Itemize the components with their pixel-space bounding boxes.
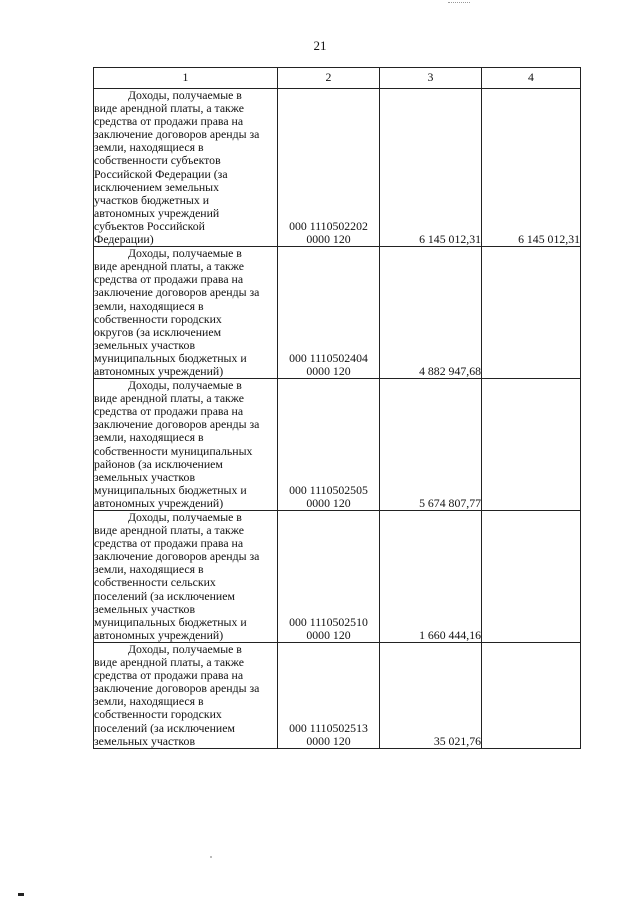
code-cell <box>278 379 380 511</box>
code-line: 000 1110502404 <box>289 350 368 365</box>
code-line: 0000 120 <box>306 495 351 510</box>
code-cell <box>278 247 380 379</box>
description-line: поселений (за исключением <box>94 588 235 603</box>
code-line: 0000 120 <box>306 363 351 378</box>
description-line: собственности муниципальных <box>94 443 253 458</box>
header-cell-3: 3 <box>380 68 482 89</box>
code-cell <box>278 89 380 247</box>
amount-cell-col4 <box>482 511 581 643</box>
table-row <box>94 511 581 643</box>
description-line: средства от продажи права на <box>94 404 244 419</box>
table-row <box>94 642 581 748</box>
description-line: земли, находящиеся в <box>94 430 204 445</box>
amount-cell-col3: 35 021,76 <box>380 642 482 748</box>
description-line: субъектов Российской <box>94 218 205 233</box>
description-line: собственности городских <box>94 707 222 722</box>
description-line: Доходы, получаемые в <box>128 510 242 524</box>
description-cell <box>94 247 278 379</box>
description-line: автономных учреждений <box>94 205 220 220</box>
revenue-table <box>93 67 581 749</box>
description-line: собственности городских <box>94 311 222 326</box>
description-line: средства от продажи права на <box>94 272 244 287</box>
description-line: заключение договоров аренды за <box>94 127 260 142</box>
description-cell <box>94 89 278 247</box>
description-line: собственности сельских <box>94 575 216 590</box>
code-line: 000 1110502510 <box>289 614 368 629</box>
description-line: заключение договоров аренды за <box>94 417 260 432</box>
description-line: земли, находящиеся в <box>94 562 204 577</box>
description-line: виде арендной платы, а также <box>94 391 245 406</box>
description-line: Доходы, получаемые в <box>128 246 242 261</box>
description-line: поселений (за исключением <box>94 720 235 735</box>
code-line: 0000 120 <box>306 232 351 247</box>
code-line: 0000 120 <box>306 627 351 642</box>
description-line: Доходы, получаемые в <box>128 88 242 102</box>
description-line: муниципальных бюджетных и <box>94 350 247 365</box>
code-line: 000 1110502513 <box>289 720 368 735</box>
code-cell <box>278 642 380 748</box>
description-line: автономных учреждений) <box>94 627 224 642</box>
description-line: земли, находящиеся в <box>94 140 204 155</box>
description-line: земли, находящиеся в <box>94 298 204 313</box>
code-cell <box>278 511 380 643</box>
description-line: Российской Федерации (за <box>94 166 228 181</box>
code-line: 0000 120 <box>306 733 351 748</box>
amount-cell-col4 <box>482 247 581 379</box>
page-number: 21 <box>313 38 327 53</box>
code-line: 000 1110502202 <box>289 218 368 233</box>
description-line: земельных участков <box>94 601 196 616</box>
amount-cell-col4 <box>482 642 581 748</box>
description-line: виде арендной платы, а также <box>94 655 245 670</box>
description-line: земельных участков <box>94 733 196 748</box>
description-line: Федерации) <box>94 232 154 247</box>
table-row <box>94 89 581 247</box>
description-line: районов (за исключением <box>94 456 223 471</box>
table-header-row <box>94 68 581 89</box>
description-cell <box>94 379 278 511</box>
description-line: заключение договоров аренды за <box>94 681 260 696</box>
description-line: участков бюджетных и <box>94 192 210 207</box>
description-line: Доходы, получаемые в <box>128 378 242 393</box>
header-cell-1: 1 <box>94 68 278 89</box>
description-line: исключением земельных <box>94 179 219 194</box>
description-line: автономных учреждений) <box>94 495 224 510</box>
description-line: муниципальных бюджетных и <box>94 614 247 629</box>
description-line: земли, находящиеся в <box>94 694 204 709</box>
description-line: муниципальных бюджетных и <box>94 482 247 497</box>
description-line: земельных участков <box>94 469 196 484</box>
description-line: заключение договоров аренды за <box>94 549 260 564</box>
amount-cell-col3: 6 145 012,31 <box>380 89 482 247</box>
description-line: заключение договоров аренды за <box>94 285 260 300</box>
description-line: автономных учреждений) <box>94 363 224 378</box>
amount-cell-col3: 5 674 807,77 <box>380 379 482 511</box>
table-row <box>94 247 581 379</box>
header-cell-4: 4 <box>482 68 581 89</box>
description-line: средства от продажи права на <box>94 668 244 683</box>
code-line: 000 1110502505 <box>289 482 368 497</box>
table-row <box>94 379 581 511</box>
amount-cell-col3: 1 660 444,16 <box>380 511 482 643</box>
description-line: виде арендной платы, а также <box>94 259 245 274</box>
description-line: земельных участков <box>94 337 196 352</box>
scan-artifact <box>210 856 212 858</box>
description-line: средства от продажи права на <box>94 536 244 551</box>
description-line: округов (за исключением <box>94 324 222 339</box>
description-cell <box>94 511 278 643</box>
description-line: средства от продажи права на <box>94 114 244 129</box>
amount-cell-col4 <box>482 379 581 511</box>
description-line: Доходы, получаемые в <box>128 641 242 656</box>
scan-artifact <box>448 2 470 6</box>
description-line: виде арендной платы, а также <box>94 523 245 538</box>
description-line: виде арендной платы, а также <box>94 101 245 116</box>
header-cell-2: 2 <box>278 68 380 89</box>
description-line: собственности субъектов <box>94 153 221 168</box>
description-cell <box>94 642 278 748</box>
scan-artifact <box>18 893 24 896</box>
amount-cell-col3: 4 882 947,68 <box>380 247 482 379</box>
amount-cell-col4: 6 145 012,31 <box>482 89 581 247</box>
